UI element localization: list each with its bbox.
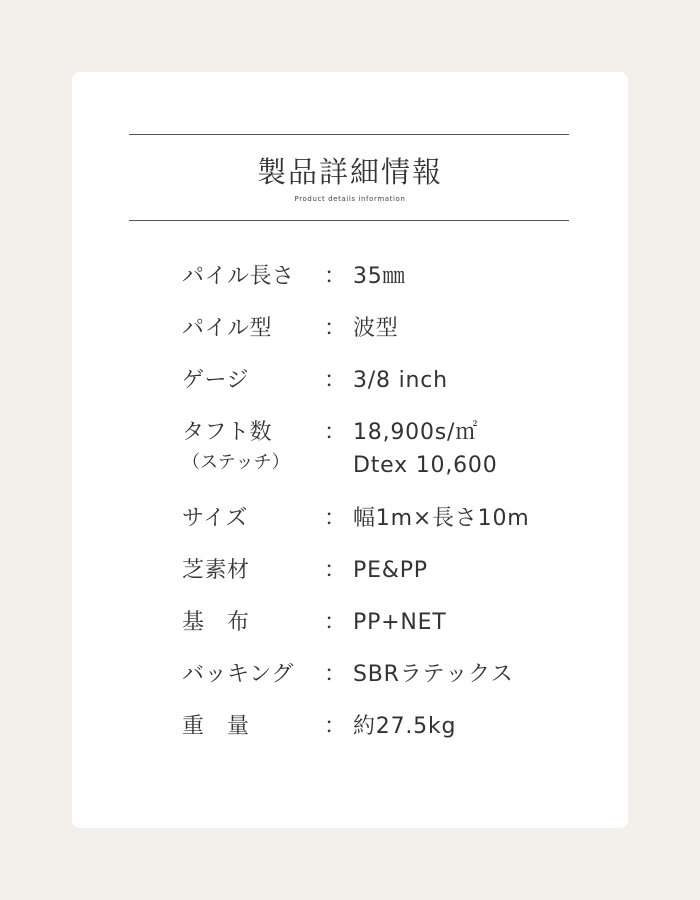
spec-label: バッキング — [182, 662, 294, 687]
product-details-card — [72, 72, 628, 828]
spec-separator: ： — [324, 610, 347, 635]
spec-row-pile-type — [182, 312, 602, 364]
spec-value-secondary: Dtex 10,600 — [353, 453, 498, 478]
spec-separator: ： — [324, 420, 347, 445]
spec-value: PP+NET — [353, 610, 447, 635]
spec-row-tuft-count — [182, 416, 602, 502]
spec-value: 18,900s/㎡ — [353, 420, 479, 445]
spec-label: 基 布 — [182, 610, 250, 635]
spec-row-pile-length — [182, 260, 602, 312]
spec-label: 重 量 — [182, 714, 250, 739]
spec-separator: ： — [324, 506, 347, 531]
spec-value: 3/8 inch — [353, 368, 448, 393]
spec-row-weight — [182, 710, 602, 762]
spec-row-turf-material — [182, 554, 602, 606]
spec-label: パイル型 — [182, 316, 273, 341]
spec-label: サイズ — [182, 506, 248, 531]
spec-value: 幅1m×長さ10m — [353, 506, 530, 531]
spec-value: PE&PP — [353, 558, 428, 583]
spec-label: タフト数 — [182, 420, 273, 445]
spec-list — [182, 260, 602, 762]
spec-separator: ： — [324, 368, 347, 393]
spec-value: 約27.5kg — [353, 714, 457, 739]
spec-row-backing — [182, 658, 602, 710]
spec-label: 芝素材 — [182, 558, 250, 583]
section-title: 製品詳細情報 — [256, 155, 443, 189]
spec-row-gauge — [182, 364, 602, 416]
spec-label: ゲージ — [182, 368, 250, 393]
spec-value: SBRラテックス — [353, 662, 514, 687]
spec-separator: ： — [324, 662, 347, 687]
spec-row-base-fabric — [182, 606, 602, 658]
spec-separator: ： — [324, 264, 347, 289]
spec-label: パイル長さ — [182, 264, 295, 289]
spec-separator: ： — [324, 558, 347, 583]
section-subtitle: Product details information — [294, 195, 406, 203]
spec-label-note: （ステッチ） — [182, 452, 290, 473]
spec-separator: ： — [324, 714, 347, 739]
spec-value: 35㎜ — [353, 264, 406, 289]
bottom-divider — [129, 220, 569, 221]
spec-row-size — [182, 502, 602, 554]
top-divider — [129, 134, 569, 135]
spec-value: 波型 — [353, 316, 399, 341]
spec-separator: ： — [324, 316, 347, 341]
